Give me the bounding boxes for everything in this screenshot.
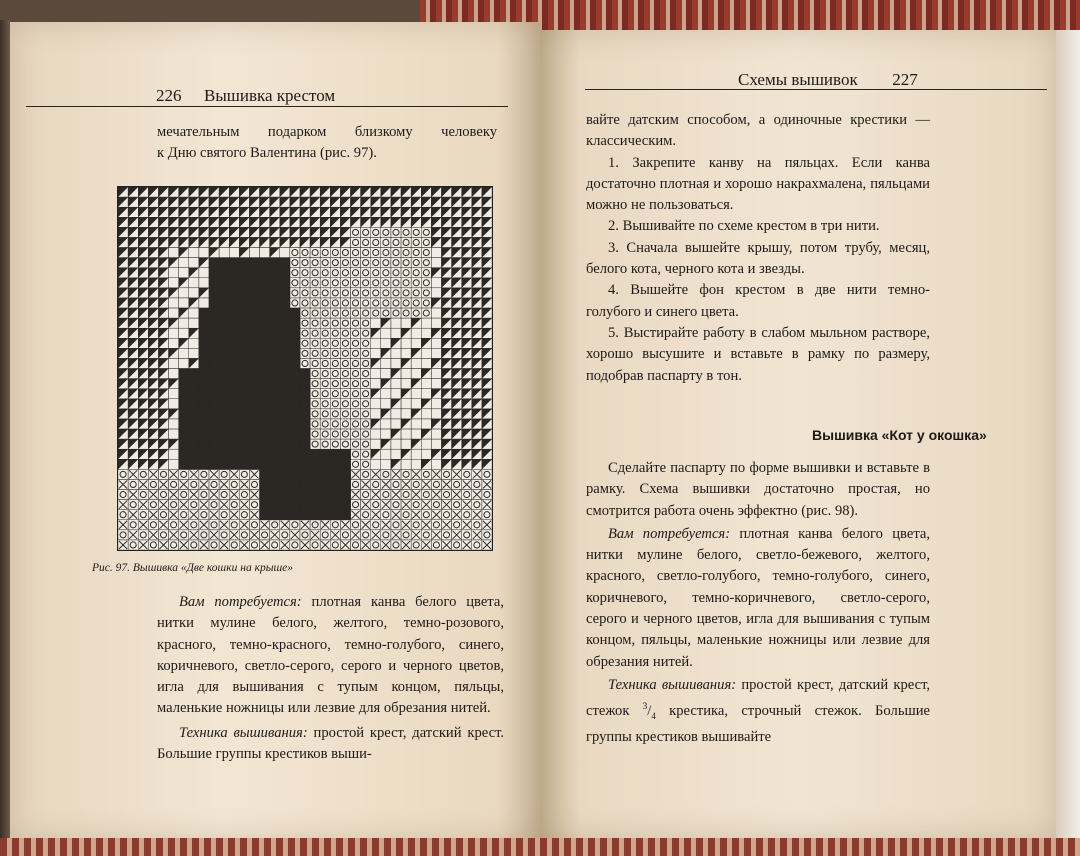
section-title: Вышивка «Кот у окошка» — [812, 427, 987, 443]
right-running-title: Схемы вышивок — [738, 70, 858, 89]
left-technique-label: Техника вышивания: — [179, 724, 308, 741]
right-page-edge — [1056, 30, 1080, 856]
left-materials-label: Вам потребуется: — [179, 594, 302, 610]
left-materials-text: плотная канва белого цвета, нитки мулине белого, желтого, темно-розового, красного, темно-красного, темно-голубого, синего, коричневого, светло-серого, серого и черного цветов, игла для вышивания с тупым концом, пяльцы, маленькие ножницы или лезвие для обрезания нитей. — [157, 594, 504, 717]
right-page-number: 227 — [892, 70, 918, 89]
right-instructions — [586, 110, 930, 387]
right-technique-text-1: простой крест, датский крест, стежок — [586, 676, 931, 720]
right-technique-label: Техника вышивания: — [608, 676, 737, 693]
figure-caption: Рис. 97. Вышивка «Две кошки на крыше» — [92, 562, 294, 574]
cross-stitch-pattern-figure — [117, 186, 493, 551]
left-page-number: 226 — [156, 86, 182, 105]
book-spine-edge — [0, 20, 10, 856]
left-header-rule — [26, 106, 508, 107]
step-1: 1. Закрепите канву на пяльцах. Если канва достаточно плотная и хорошо накрахмалена, пяльцами можно не пользоваться. — [586, 154, 930, 214]
left-intro-line-1: мечательным подарком близкому человеку — [157, 124, 497, 140]
left-intro-line-2: к Дню святого Валентина (рис. 97). — [157, 145, 377, 162]
left-intro-text — [157, 122, 497, 165]
right-page-header — [738, 70, 918, 90]
background-fabric-bottom — [0, 838, 1080, 856]
left-page-header — [156, 86, 335, 106]
right-materials-label: Вам потребуется: — [608, 525, 731, 542]
section-intro: Сделайте паспарту по форме вышивки и вставьте в рамку. Схема вышивки достаточно простая, но смотрится работа очень эффектно (рис. 98). — [586, 460, 930, 519]
step-3: 3. Сначала вышейте крышу, потом трубу, месяц, белого кота, черного кота и звезды. — [586, 239, 930, 278]
right-section-body: Сделайте паспарту по форме вышивки и вставьте в рамку. Схема вышивки достаточно простая, но смотрится работа очень эффектно (рис. 98). Вам потребуется: плотная канва белого цвета, нитки мулине белого, светло-бежевого, желтого, красного, светло-голубого, темно-голубого, синего, коричневого, темно-коричневого, светло-серого, серого и черного цветов, игла для вышивания с тупым концом, пяльцы, маленькие ножницы или лезвие для обрезания нитей. Техника вышивания: простой крест, датский крест, стежок $^3/_4$ крестика, строчный стежок. Большие группы крестиков вышивайте — [586, 460, 931, 746]
step-5: 5. Выстирайте работу в слабом мыльном растворе, хорошо высушите и вставьте в рамку по размеру, подобрав паспарту в тон. — [586, 324, 930, 384]
left-materials-paragraph — [157, 592, 504, 765]
right-materials-text: плотная канва белого цвета, нитки мулине белого, светло-бежевого, желтого, красного, светло-голубого, темно-голубого, синего, коричневого, темно-коричневого, светло-серого, серого и черного цветов, игла для вышивания с тупым концом, пяльцы, маленькие ножницы или лезвие для обрезания нитей. — [586, 525, 930, 670]
left-running-title: Вышивка крестом — [204, 86, 336, 105]
right-continuation: вайте датским способом, а одиночные крестики — классическим. — [586, 112, 930, 150]
left-technique-text: простой крест, датский крест. Большие группы крестиков выши- — [157, 724, 504, 763]
step-4: 4. Вышейте фон крестом в две нити темно-голубого и синего цвета. — [586, 282, 930, 320]
step-2: 2. Вышивайте по схеме крестом в три нити. — [608, 218, 880, 235]
right-header-rule — [585, 89, 1047, 90]
fraction-denominator: 4 — [651, 711, 656, 722]
right-technique-text-2: крестика, строчный стежок. Большие группы крестиков вышивайте — [586, 703, 930, 746]
fraction-numerator: 3 — [642, 701, 648, 712]
